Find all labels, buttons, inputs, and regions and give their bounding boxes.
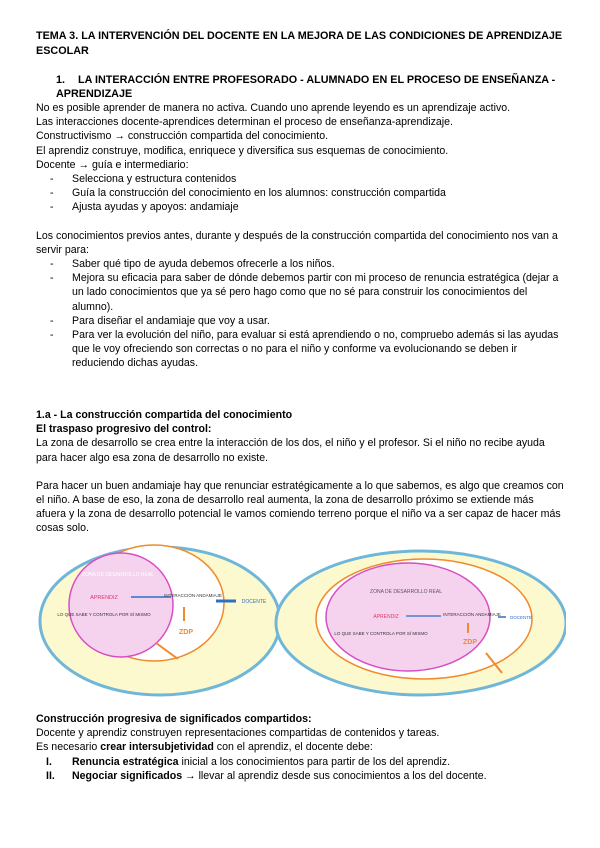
roman-numeral: I. [46, 755, 52, 768]
text-span: con el aprendiz, el docente debe: [213, 741, 373, 754]
roman-list-item [36, 755, 566, 769]
bold-span: crear intersubjetividad [100, 741, 214, 754]
text-span: inicial a los conocimientos para partir de los del aprendiz. [178, 755, 451, 768]
section-1-heading [56, 73, 566, 101]
section-1-heading-text: LA INTERACCIÓN ENTRE PROFESORADO - ALUMNADO EN EL PROCESO DE ENSEÑANZA - APRENDIZAJE [56, 74, 556, 101]
text-span: → llevar al aprendiz desde sus conocimientos a los del docente. [182, 769, 487, 782]
section-significados-heading: Construcción progresiva de significados compartidos: [36, 713, 312, 725]
interaccion-label: INTERACCIÓN ANDAMIAJE [164, 593, 222, 598]
paragraph: Docente → guía e intermediario: [36, 158, 189, 171]
list-item: - Para diseñar el andamiaje que voy a usar. [36, 314, 566, 328]
interaccion-label: INTERACCIÓN ANDAMIAJE [443, 612, 501, 617]
section-significados [36, 712, 566, 783]
roman-list-item [36, 769, 566, 783]
real-zone-circle [69, 553, 173, 657]
docente-label: DOCENTE [509, 615, 533, 620]
list-item: - Guía la construcción del conocimiento en los alumnos: construcción compartida [36, 186, 566, 200]
section-1a [36, 408, 566, 536]
zdp-label: ZDP [463, 639, 477, 646]
list-item: - Saber qué tipo de ayuda debemos ofrecerle a los niños. [36, 257, 566, 271]
paragraph: No es posible aprender de manera no activa. Cuando uno aprende leyendo es un aprendizaje activo. [36, 102, 511, 114]
zdp-label: ZDP [179, 629, 193, 636]
paragraph [36, 740, 566, 754]
diagram-left [40, 545, 280, 695]
bold-span: Negociar significados [72, 769, 183, 782]
bold-span: Renuncia estratégica [72, 755, 179, 768]
document-title: TEMA 3. LA INTERVENCIÓN DEL DOCENTE EN LA MEJORA DE LAS CONDICIONES DE APRENDIZAJE ESCOLAR [36, 30, 563, 57]
section-1a-heading: 1.a - La construcción compartida del conocimiento [36, 409, 293, 421]
section-1a-subheading: El traspaso progresivo del control: [36, 423, 212, 436]
lo-que-sabe-label: LO QUE SABE Y CONTROLA POR SÍ MISMO [334, 631, 428, 636]
paragraph: Docente y aprendiz construyen representaciones compartidas de contenidos y tareas. [36, 727, 440, 740]
list-item: - Mejora su eficacia para saber de dónde debemos partir con mi proceso de renuncia estratégica (dejar a un lado conocimientos que ya sé pero hago como que no sé para construir los conocimientos del alumno). [36, 271, 566, 314]
list-item: - Selecciona y estructura contenidos [36, 172, 566, 186]
aprendiz-label: APRENDIZ [90, 595, 118, 601]
paragraph: Constructivismo → construcción compartida del conocimiento. [36, 130, 329, 143]
paragraph: Las interacciones docente-aprendices determinan el proceso de enseñanza-aprendizaje. [36, 116, 453, 129]
text-span: Es necesario [36, 741, 101, 754]
section-1-body [36, 101, 566, 371]
paragraph: Los conocimientos previos antes, durante y después de la construcción compartida del conocimiento nos van a servir para: [36, 229, 558, 256]
real-zone-ellipse [326, 563, 490, 671]
diagram-right [276, 551, 566, 695]
zona-real-label: ZONA DE DESARROLLO REAL [370, 589, 442, 595]
docente-label: DOCENTE [241, 599, 267, 605]
list-item: - Para ver la evolución del niño, para evaluar si está aprendiendo o no, compruebo además si las ayudas que le voy ofreciendo son correctas o no para el niño y conforme va evolucionando se deben ir reduciendo dichas ayudas. [36, 328, 566, 371]
paragraph: La zona de desarrollo se crea entre la interacción de los dos, el niño y el profesor. Si el niño no recibe ayuda para hacer algo esa zona de desarrollo no existe. [36, 437, 545, 464]
zona-real-label: ZONA DE DESARROLLO REAL [82, 572, 154, 578]
roman-numeral: II. [46, 769, 55, 782]
paragraph: Para hacer un buen andamiaje hay que renunciar estratégicamente a lo que sabemos, es algo que creamos con el niño. A base de eso, la zona de desarrollo real aumenta, la zona de desarrollo próximo se extiende más afuera y la zona de desarrollo potencial le vamos comiendo terreno porque el niño va a ser capaz de hacer más cosas solo. [36, 479, 564, 535]
list-item: - Ajusta ayudas y apoyos: andamiaje [36, 200, 566, 214]
paragraph: El aprendiz construye, modifica, enriquece y diversifica sus esquemas de conocimiento. [36, 144, 449, 157]
zone-development-diagram [36, 541, 566, 697]
section-1-number: 1. [56, 74, 66, 86]
aprendiz-label: APRENDIZ [373, 614, 399, 620]
lo-que-sabe-label: LO QUE SABE Y CONTROLA POR SÍ MISMO [57, 612, 151, 617]
